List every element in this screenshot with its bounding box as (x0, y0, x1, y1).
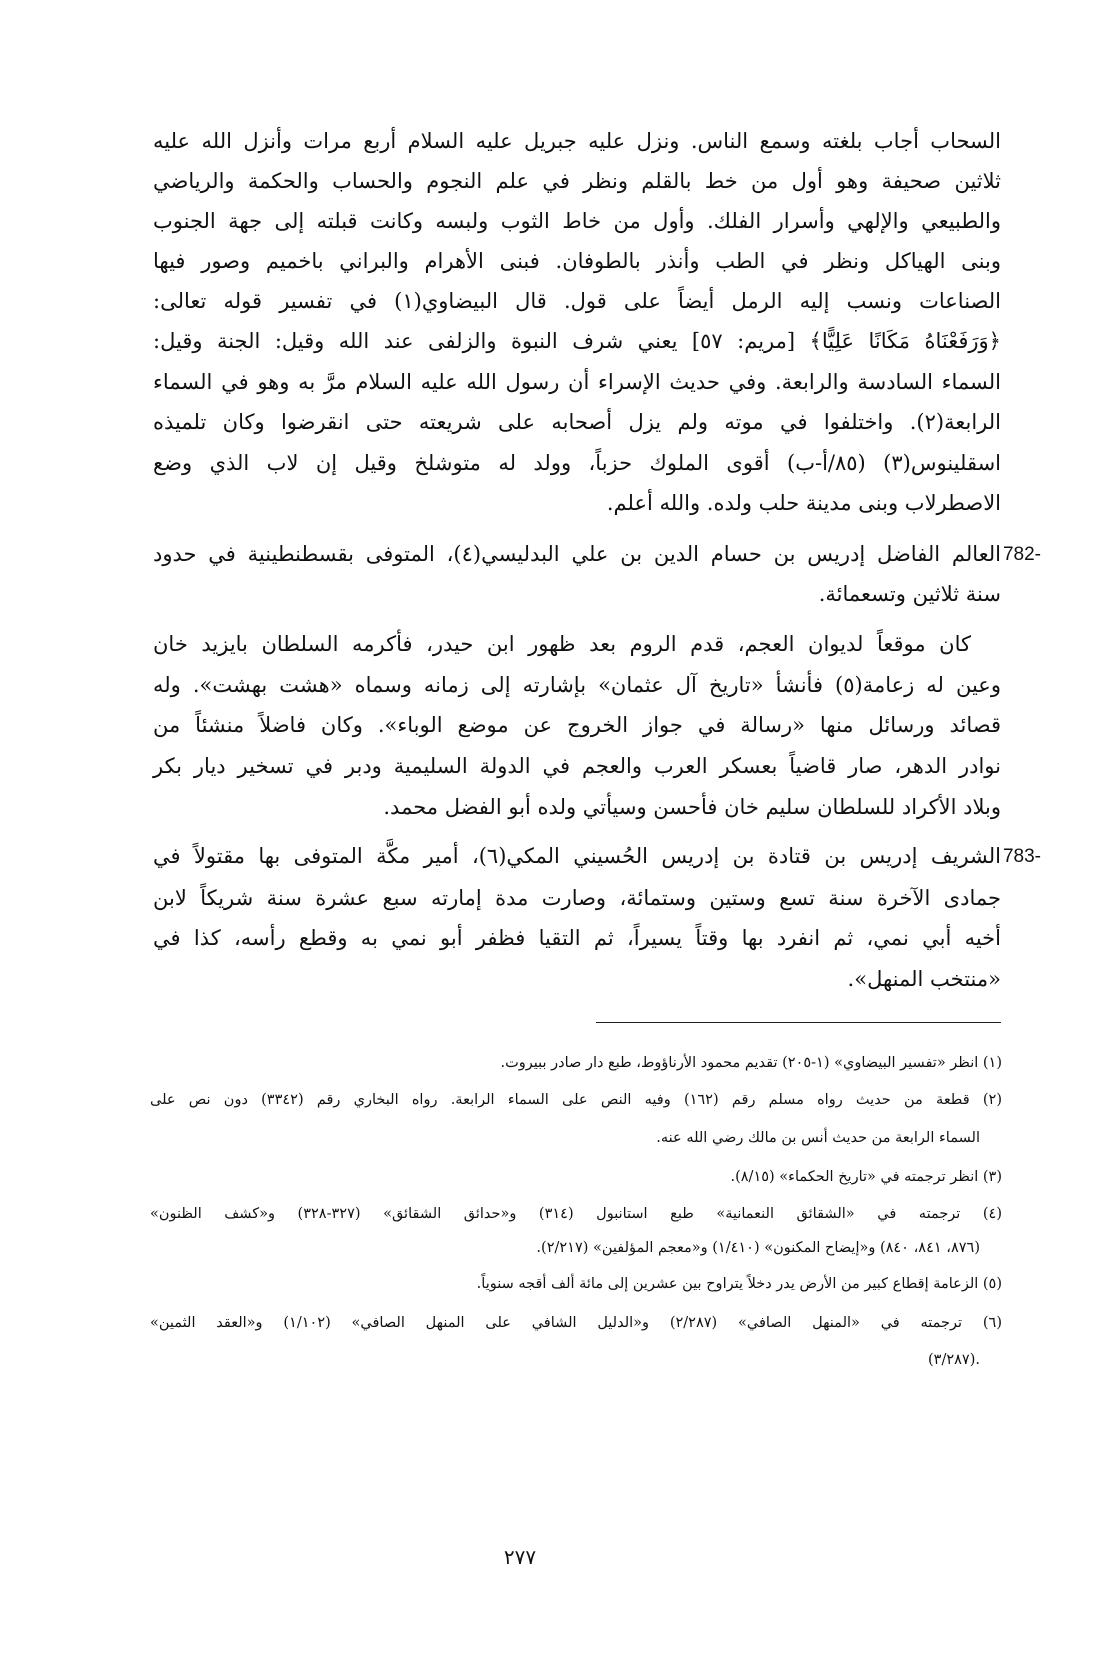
entry-number: 783- (1002, 846, 1041, 867)
quran-verse-line: ﴿وَرَفَعْنَاهُ مَكَانًا عَلِيًّا﴾ [مريم: ٥٧] يعني شرف النبوة والزلفى عند الله وقيل: الجنة وقيل: (153, 329, 1001, 353)
footnote: (٦) ترجمته في «المنهل الصافي» (٢/٢٨٧) و«الدليل الشافي على المنهل الصافي» (١/١٠٢) و«العقد الثمين» (150, 1315, 1002, 1331)
footnote: (١) انظر «تفسير البيضاوي» (١-٢٠٥) تقديم محمود الأرناؤوط، طبع دار صادر ببيروت. (500, 1055, 1002, 1071)
text-line: قصائد ورسائل منها «رسالة في جواز الخروج عن موضع الوباء». وكان فاضلاً منشئاً من (153, 713, 1001, 737)
text-line: وبلاد الأكراد للسلطان سليم خان فأحسن وسيأتي ولده أبو الفضل محمد. (383, 795, 1001, 819)
page-number: ٢٧٧ (503, 1545, 537, 1569)
text-line: السماء السادسة والرابعة. وفي حديث الإسراء أن رسول الله عليه السلام مرَّ به وهو في السماء (153, 370, 1001, 394)
text-line: «منتخب المنهل». (847, 967, 1001, 991)
text-line: وعين له زعامة(٥) فأنشأ «تاريخ آل عثمان» بإشارته إلى زمانه وسماه «هشت بهشت». وله (153, 673, 1001, 697)
footnote-continuation: (٨٧٦، ٨٤١، ٨٤٠) و«إيضاح المكنون» (١/٤١٠) و«معجم المؤلفين» (٢/٢١٧). (536, 1240, 980, 1256)
text-line: الاصطرلاب وبنى مدينة حلب ولده. والله أعلم. (606, 491, 1001, 515)
text-line: اسقلينوس(٣) (٨٥/أ-ب) أقوى الملوك حزباً، وولد له متوشلخ وقيل إن لاب الذي وضع (153, 451, 1001, 475)
entry-heading-line: الشريف إدريس بن قتادة بن إدريس الحُسيني المكي(٦)، أمير مكَّة المتوفى بها مقتولاً في (153, 844, 1001, 868)
footnote-divider (596, 1022, 1001, 1023)
text-line: والطبيعي والإلهي وأسرار الفلك. وأول من خاط الثوب ولبسه وكانت قبلته إلى جهة الجنوب (153, 209, 1001, 233)
text-line: جمادى الآخرة سنة تسع وستين وستمائة، وصارت مدة إمارته سبع عشرة سنة شريكاً لابن (153, 886, 1001, 910)
text-line: أخيه أبي نمي، ثم انفرد بها وقتاً يسيراً، ثم التقيا فظفر أبو نمي به وقطع رأسه، كذا في (153, 926, 1001, 950)
text-line: نوادر الدهر، صار قاضياً بعسكر العرب والعجم في الدولة السليمية ودبر في تسخير ديار بكر (153, 754, 1001, 778)
text-line: ثلاثين صحيفة وهو أول من خط بالقلم ونظر في علم النجوم والحساب والحكمة والرياضي (153, 169, 1001, 193)
text-line: كان موقعاً لديوان العجم، قدم الروم بعد ظهور ابن حيدر، فأكرمه السلطان بايزيد خان (153, 632, 971, 656)
entry-number: 782- (1002, 544, 1041, 565)
text-line: الرابعة(٢). واختلفوا في موته ولم يزل أصحابه على شريعته حتى انقرضوا وكان تلميذه (153, 410, 1001, 434)
footnote: (٤) ترجمته في «الشقائق النعمانية» طبع استانبول (٣١٤) و«حدائق الشقائق» (٣٢٧-٣٢٨) و«كشف الظنون» (150, 1206, 1003, 1222)
text-line: السحاب أجاب بلغته وسمع الناس. ونزل عليه جبريل عليه السلام أربع مرات وأنزل الله عليه (153, 129, 1001, 153)
footnote: (٥) الزعامة إقطاع كبير من الأرض يدر دخلاً يتراوح بين عشرين إلى مائة ألف أقجه سنوياً. (476, 1276, 1002, 1292)
footnote: (٣) انظر ترجمته في «تاريخ الحكماء» (٨/١٥). (730, 1169, 1002, 1185)
footnote: (٢) قطعة من حديث رواه مسلم رقم (١٦٢) وفيه النص على السماء الرابعة. رواه البخاري رقم (٣٣٤٢) دون نص على (150, 1092, 1002, 1108)
footnote-continuation: السماء الرابعة من حديث أنس بن مالك رضي الله عنه. (656, 1130, 980, 1146)
entry-heading-line: سنة ثلاثين وتسعمائة. (818, 582, 1001, 606)
text-line: وبنى الهياكل ونظر في الطب وأنذر بالطوفان. فبنى الأهرام والبراني باخميم وصور فيها (153, 249, 1001, 273)
text-line: الصناعات ونسب إليه الرمل أيضاً على قول. قال البيضاوي(١) في تفسير قوله تعالى: (153, 289, 1001, 313)
footnote-continuation: .(٣/٢٨٧) (928, 1352, 980, 1368)
entry-heading-line: العالم الفاضل إدريس بن حسام الدين بن علي البدليسي(٤)، المتوفى بقسطنطينية في حدود (153, 542, 1001, 566)
